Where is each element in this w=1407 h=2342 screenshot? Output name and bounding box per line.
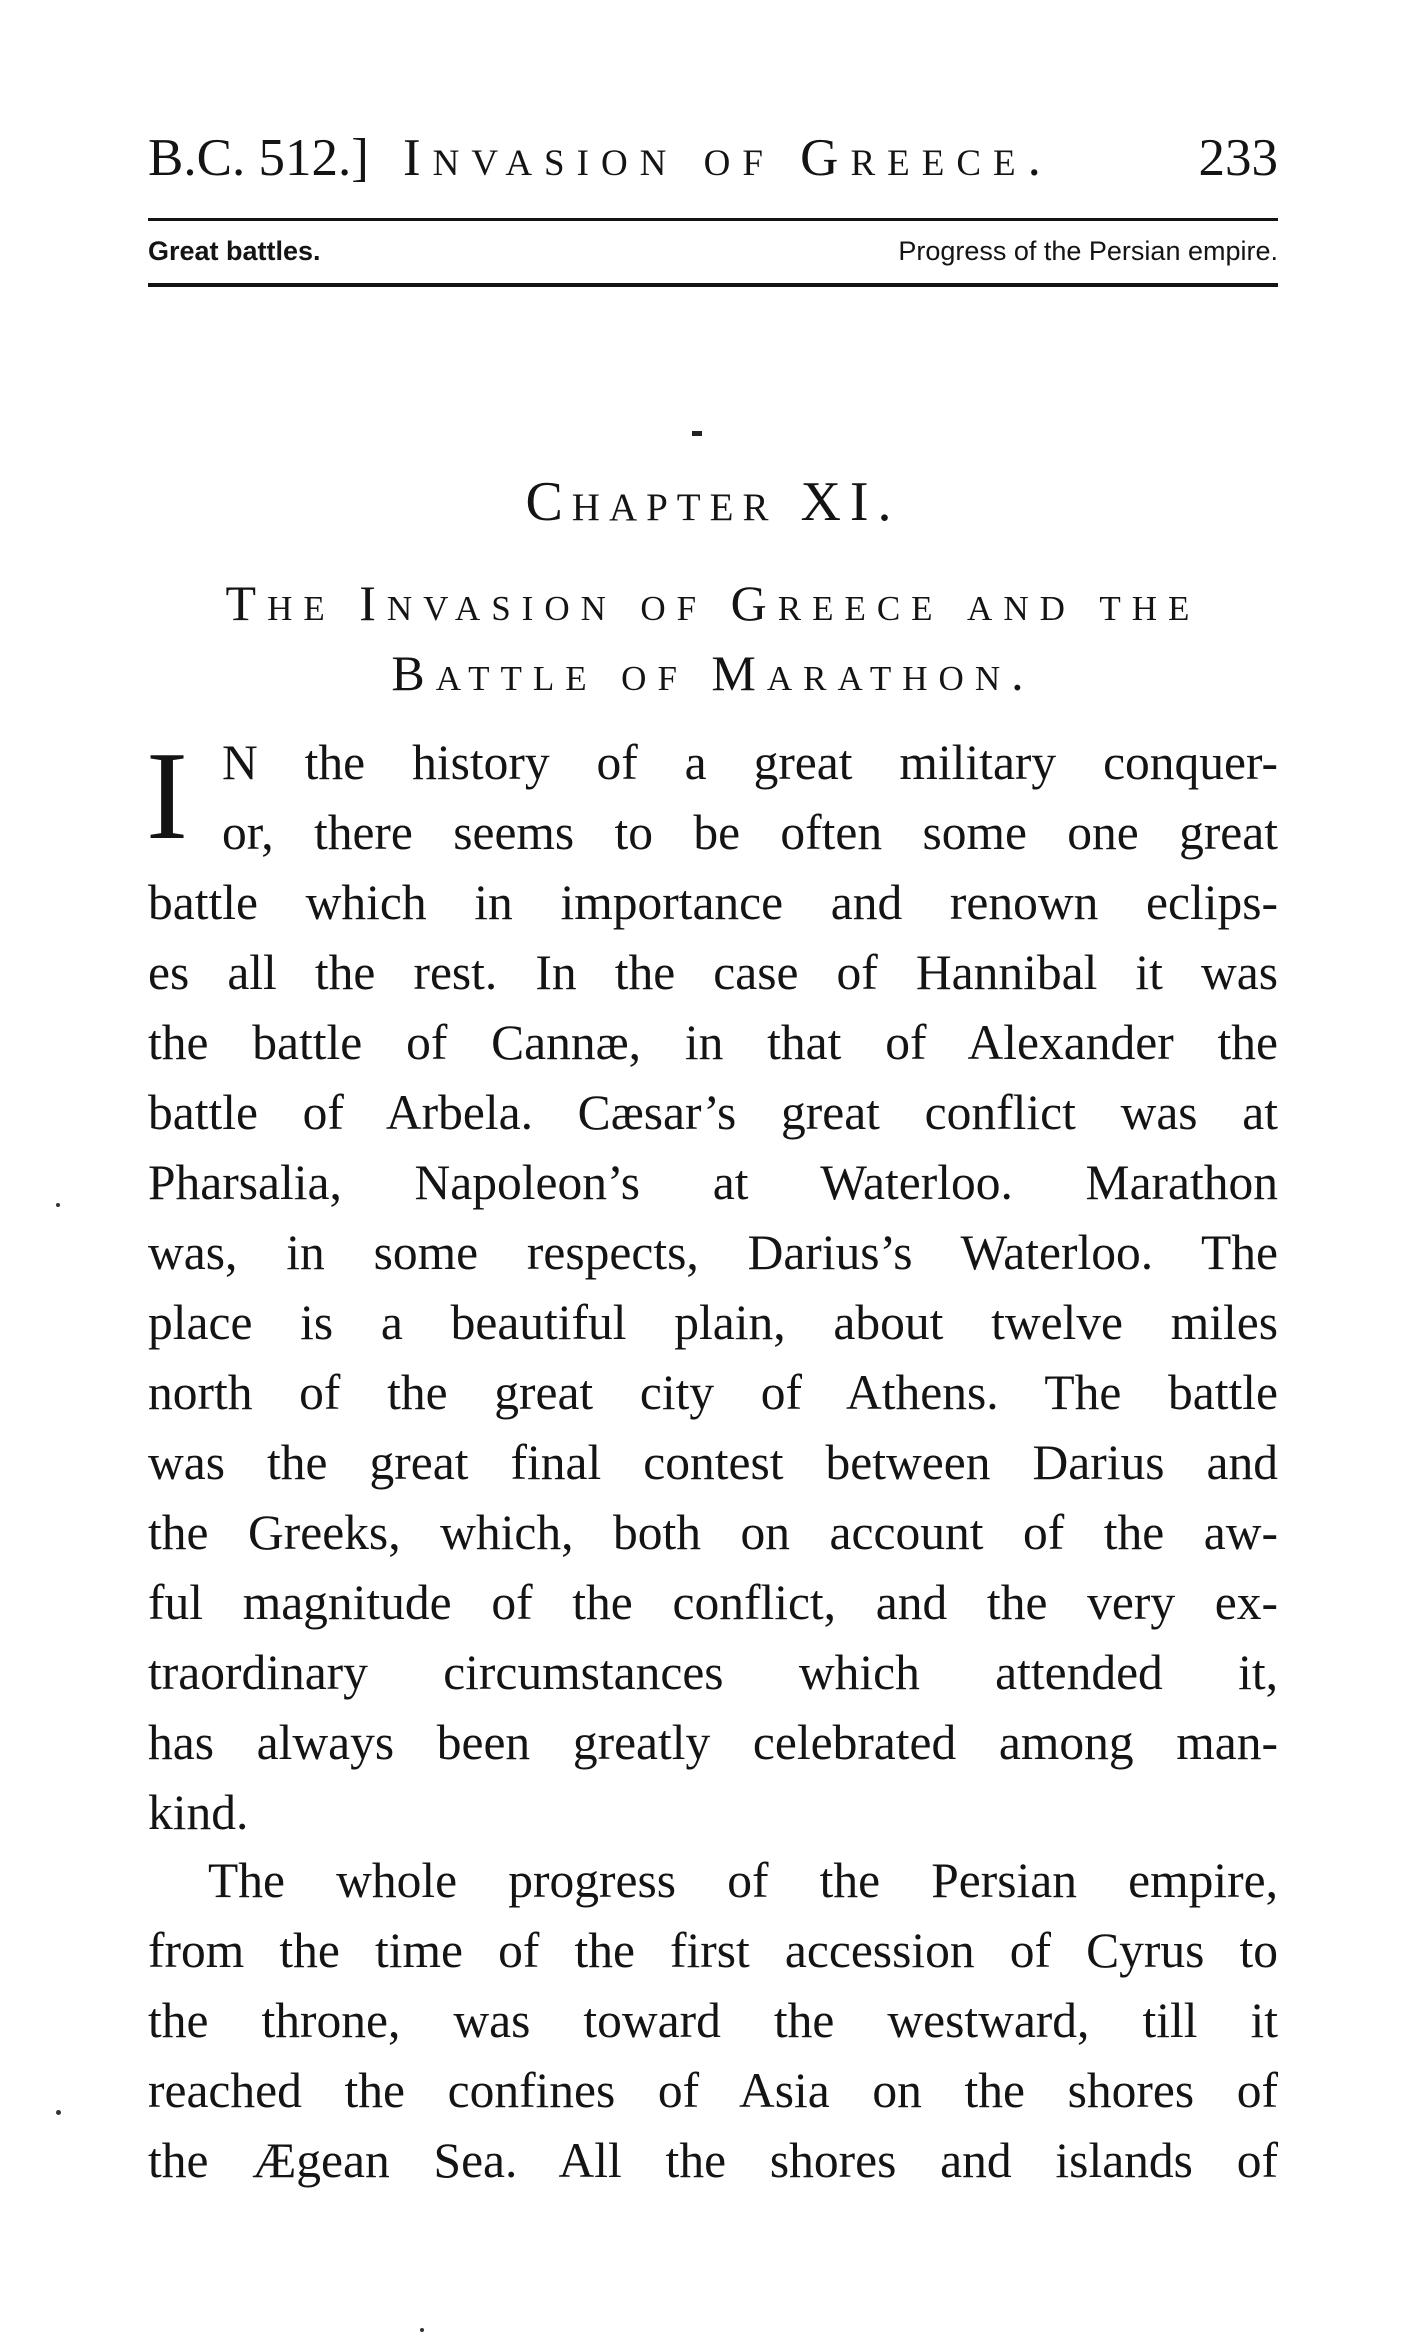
ornament-dash — [692, 431, 702, 436]
page-number: 233 — [1198, 129, 1278, 187]
text-line: north of the great city of Athens. The battle — [148, 1365, 1278, 1420]
text-line: was the great final contest between Darius and — [148, 1435, 1278, 1490]
text-line: the Greeks, which, both on account of the aw- — [148, 1505, 1278, 1560]
specks — [56, 2110, 61, 2115]
chapter-title-line-2: Battle of Marathon. — [391, 645, 1035, 701]
text-line: from the time of the first accession of Cyrus to — [148, 1923, 1278, 1978]
text-line: reached the confines of Asia on the shores of — [148, 2063, 1278, 2118]
running-head-title: Invasion of Greece. — [403, 129, 1053, 187]
sidenotes — [148, 232, 1278, 276]
text-line: battle which in importance and renown eclips- — [148, 875, 1278, 930]
text-line: ful magnitude of the conflict, and the very ex- — [148, 1575, 1278, 1630]
text-line: has always been greatly celebrated among man- — [148, 1715, 1278, 1770]
chapter-title — [148, 568, 1278, 708]
running-head — [148, 128, 1278, 198]
header-rule-bottom — [148, 283, 1278, 287]
text-line: was, in some respects, Darius’s Waterloo. The — [148, 1225, 1278, 1280]
specks — [420, 2328, 424, 2332]
sidenote-right: Progress of the Persian empire. — [898, 236, 1278, 266]
text-line: the throne, was toward the westward, till it — [148, 1993, 1278, 2048]
text-line: battle of Arbela. Cæsar’s great conflict was at — [148, 1085, 1278, 1140]
header-rule-top — [148, 218, 1278, 221]
text-line: es all the rest. In the case of Hannibal it was — [148, 945, 1278, 1000]
paragraph-2 — [148, 1846, 1278, 2196]
text-line: place is a beautiful plain, about twelve miles — [148, 1295, 1278, 1350]
sidenote-left: Great battles. — [148, 236, 321, 266]
specks — [56, 1203, 60, 1207]
chapter-number: Chapter XI. — [525, 471, 901, 533]
text-line: traordinary circumstances which attended it, — [148, 1645, 1278, 1700]
text-line: the Ægean Sea. All the shores and islands of — [148, 2133, 1278, 2188]
text-line: The whole progress of the Persian empire, — [208, 1853, 1278, 1908]
text-line: Pharsalia, Napoleon’s at Waterloo. Marathon — [148, 1155, 1278, 1210]
paragraph-1 — [148, 728, 1278, 1848]
text-line: N the history of a great military conquer- — [222, 735, 1278, 790]
chapter-title-line-1: The Invasion of Greece and the — [225, 575, 1201, 631]
running-head-date: B.C. 512.] — [148, 129, 369, 187]
text-line: or, there seems to be often some one great — [222, 805, 1278, 860]
text-line: the battle of Cannæ, in that of Alexander the — [148, 1015, 1278, 1070]
drop-cap: I — [146, 727, 188, 866]
text-line: kind. — [148, 1785, 249, 1840]
book-page — [148, 0, 1278, 2342]
